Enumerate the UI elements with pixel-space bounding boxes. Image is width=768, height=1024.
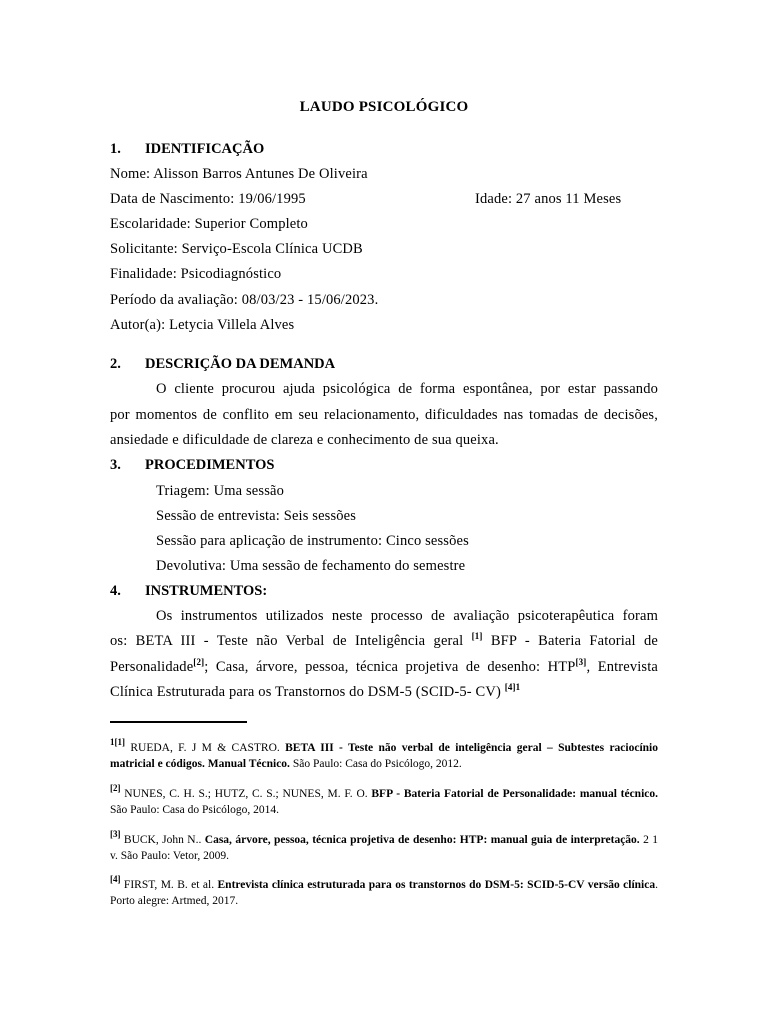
document-title: LAUDO PSICOLÓGICO — [299, 99, 469, 115]
footnote-author: RUEDA, F. J M & CASTRO. — [125, 742, 286, 754]
footnote-title: BFP - Bateria Fatorial de Personalidade: manual técnico. — [371, 788, 659, 800]
footnote-marker: 1[1] — [110, 737, 125, 747]
procedimento-item: Sessão para aplicação de instrumento: Cinco sessões — [156, 533, 469, 549]
demanda-line-1: O cliente procurou ajuda psicológica de forma espontânea, por estar passando — [156, 381, 658, 397]
footnote-title: Casa, árvore, pessoa, técnica projetiva de desenho: HTP: manual guia de interpretação. — [204, 834, 640, 846]
section-identificacao-heading — [110, 141, 660, 161]
procedimento-item: Triagem: Uma sessão — [156, 483, 284, 499]
field-periodo: Período da avaliação: 08/03/23 - 15/06/2023. — [110, 292, 379, 308]
text-run: ; Casa, árvore, pessoa, técnica projetiva de desenho: HTP — [204, 659, 576, 675]
footnote-ref[interactable]: [3] — [575, 657, 587, 667]
footnote-ref[interactable]: [2] — [193, 657, 205, 667]
section-title: DESCRIÇÃO DA DEMANDA — [145, 356, 336, 372]
demanda-line-2: por momentos de conflito em seu relacionamento, dificuldades nas tomadas de decisões, — [110, 407, 658, 423]
section-title: INSTRUMENTOS: — [145, 583, 268, 599]
text-run: Personalidade — [110, 659, 194, 675]
section-demanda-heading — [110, 356, 660, 376]
footnote-marker: [3] — [110, 829, 121, 839]
footnote-1 — [110, 737, 658, 772]
footnote-4 — [110, 874, 658, 909]
footnote-title: BETA III - Teste não verbal de inteligência geral – Subtestes raciocínio matricial e códigos. Manual Técnico. — [110, 742, 658, 770]
instrumentos-line-2 — [110, 633, 658, 650]
field-data-nascimento: Data de Nascimento: 19/06/1995 — [110, 191, 306, 207]
footnote-2 — [110, 783, 659, 818]
text-run: BFP - Bateria Fatorial de — [482, 633, 658, 649]
field-finalidade: Finalidade: Psicodiagnóstico — [110, 266, 282, 282]
section-number: 4. — [110, 583, 121, 599]
footnote-ref[interactable]: [1] — [471, 631, 483, 641]
footnote-marker: [4] — [110, 874, 121, 884]
footnote-publisher: São Paulo: Casa do Psicólogo, 2012. — [289, 758, 462, 770]
text-run: Clínica Estruturada para os Transtornos do DSM-5 (SCID-5- CV) — [110, 684, 505, 700]
footnote-publisher: São Paulo: Casa do Psicólogo, 2014. — [110, 804, 279, 816]
field-solicitante: Solicitante: Serviço-Escola Clínica UCDB — [110, 241, 363, 257]
section-procedimentos-heading — [110, 457, 660, 477]
footnote-3 — [110, 829, 658, 864]
instrumentos-line-1: Os instrumentos utilizados neste processo de avaliação psicoterapêutica foram — [156, 608, 658, 624]
footnote-publisher: . Porto alegre: Artmed, 2017. — [110, 879, 658, 907]
footnote-publisher: 2 1 v. São Paulo: Vetor, 2009. — [110, 834, 658, 862]
footnote-separator — [110, 721, 247, 723]
field-idade: Idade: 27 anos 11 Meses — [475, 191, 622, 207]
footnote-title: Entrevista clínica estruturada para os transtornos do DSM-5: SCID-5-CV versão clínica — [217, 879, 656, 891]
footnote-ref[interactable]: [4]1 — [504, 682, 521, 692]
footnote-author: FIRST, M. B. et al. — [120, 879, 218, 891]
section-title: PROCEDIMENTOS — [145, 457, 275, 473]
procedimento-item: Devolutiva: Uma sessão de fechamento do semestre — [156, 558, 466, 574]
field-nome: Nome: Alisson Barros Antunes De Oliveira — [110, 166, 368, 182]
section-title: IDENTIFICAÇÃO — [145, 141, 265, 157]
section-number: 2. — [110, 356, 121, 372]
footnote-author: BUCK, John N.. — [120, 834, 205, 846]
footnote-author: NUNES, C. H. S.; HUTZ, C. S.; NUNES, M. F. O. — [120, 788, 372, 800]
instrumentos-line-4 — [110, 684, 520, 701]
demanda-line-3: ansiedade e dificuldade de clareza e conhecimento de sua queixa. — [110, 432, 499, 448]
footnote-marker: [2] — [110, 783, 121, 793]
section-number: 1. — [110, 141, 121, 157]
text-run: os: BETA III - Teste não Verbal de Inteligência geral — [110, 633, 472, 649]
procedimento-item: Sessão de entrevista: Seis sessões — [156, 508, 357, 524]
field-escolaridade: Escolaridade: Superior Completo — [110, 216, 308, 232]
text-run: , Entrevista — [586, 659, 658, 675]
instrumentos-line-3 — [110, 659, 658, 676]
section-instrumentos-heading — [110, 583, 660, 603]
section-number: 3. — [110, 457, 121, 473]
field-autor: Autor(a): Letycia Villela Alves — [110, 317, 295, 333]
